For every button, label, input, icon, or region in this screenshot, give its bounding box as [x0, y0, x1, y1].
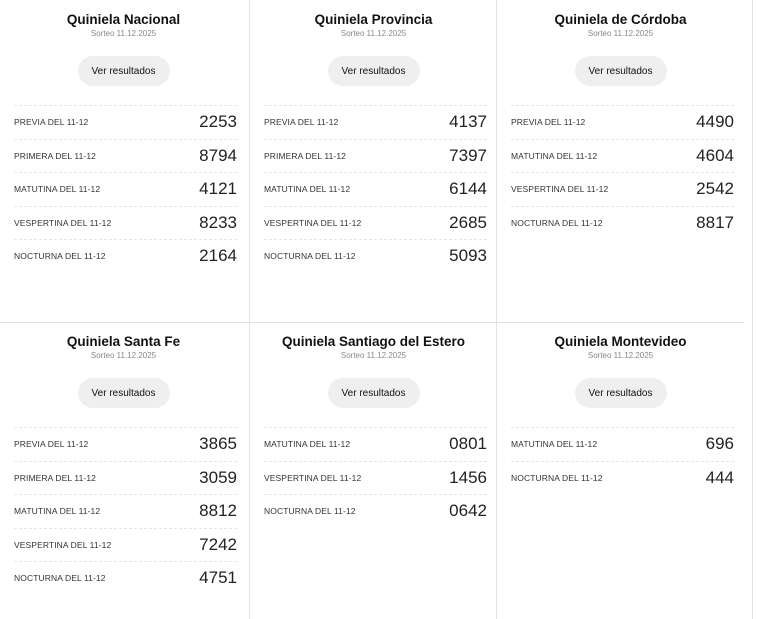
ver-resultados-button[interactable]: Ver resultados	[575, 56, 667, 86]
result-row	[511, 427, 734, 461]
draw-label: MATUTINA DEL 11-12	[14, 506, 101, 517]
ver-resultados-button[interactable]: Ver resultados	[328, 378, 420, 408]
card-title: Quiniela Santa Fe	[66, 334, 181, 349]
result-row	[14, 561, 237, 595]
sorteo-date: Sorteo 11.12.2025	[340, 351, 407, 360]
result-row	[14, 172, 237, 206]
draw-label: PREVIA DEL 11-12	[264, 117, 339, 128]
draw-number: 6144	[449, 179, 487, 199]
results-list	[264, 105, 487, 273]
draw-number: 8817	[696, 212, 734, 232]
draw-label: PREVIA DEL 11-12	[14, 117, 89, 128]
draw-label: MATUTINA DEL 11-12	[264, 439, 351, 450]
result-row	[511, 172, 734, 206]
draw-label: NOCTURNA DEL 11-12	[14, 573, 106, 584]
results-list	[511, 105, 734, 239]
card-quiniela-santa-fe	[0, 322, 247, 619]
draw-label: PRIMERA DEL 11-12	[264, 150, 347, 161]
sorteo-date: Sorteo 11.12.2025	[90, 351, 157, 360]
result-row	[264, 105, 487, 139]
result-row	[264, 427, 487, 461]
sorteo-date: Sorteo 11.12.2025	[90, 29, 157, 38]
draw-number: 7242	[199, 534, 237, 554]
card-title: Quiniela Nacional	[66, 12, 181, 27]
draw-number: 4490	[696, 112, 734, 132]
sorteo-date: Sorteo 11.12.2025	[587, 29, 654, 38]
results-list	[14, 427, 237, 595]
draw-number: 696	[705, 434, 734, 454]
result-row	[14, 528, 237, 562]
result-row	[264, 239, 487, 273]
draw-label: NOCTURNA DEL 11-12	[264, 251, 356, 262]
draw-label: MATUTINA DEL 11-12	[511, 439, 598, 450]
draw-label: VESPERTINA DEL 11-12	[264, 472, 362, 483]
result-row	[511, 139, 734, 173]
sorteo-date: Sorteo 11.12.2025	[340, 29, 407, 38]
result-row	[14, 427, 237, 461]
results-list	[511, 427, 734, 494]
card-quiniela-montevideo	[497, 322, 744, 619]
ver-resultados-button[interactable]: Ver resultados	[328, 56, 420, 86]
draw-label: PRIMERA DEL 11-12	[14, 472, 97, 483]
draw-number: 1456	[449, 467, 487, 487]
draw-number: 3865	[199, 434, 237, 454]
result-row	[264, 494, 487, 528]
draw-number: 444	[705, 467, 734, 487]
result-row	[14, 239, 237, 273]
draw-label: VESPERTINA DEL 11-12	[511, 184, 609, 195]
draw-number: 0801	[449, 434, 487, 454]
card-quiniela-nacional	[0, 0, 247, 322]
card-title: Quiniela Santiago del Estero	[281, 334, 466, 349]
result-row	[14, 105, 237, 139]
draw-number: 2253	[199, 112, 237, 132]
draw-number: 4751	[199, 568, 237, 588]
card-title: Quiniela Provincia	[314, 12, 433, 27]
results-list	[264, 427, 487, 528]
result-row	[14, 139, 237, 173]
draw-label: VESPERTINA DEL 11-12	[14, 217, 112, 228]
draw-number: 8233	[199, 212, 237, 232]
draw-label: VESPERTINA DEL 11-12	[264, 217, 362, 228]
draw-number: 2685	[449, 212, 487, 232]
card-title: Quiniela de Córdoba	[554, 12, 687, 27]
draw-label: MATUTINA DEL 11-12	[14, 184, 101, 195]
result-row	[14, 206, 237, 240]
draw-label: NOCTURNA DEL 11-12	[511, 217, 603, 228]
draw-number: 4604	[696, 145, 734, 165]
draw-label: VESPERTINA DEL 11-12	[14, 539, 112, 550]
draw-number: 2542	[696, 179, 734, 199]
result-row	[511, 461, 734, 495]
draw-label: NOCTURNA DEL 11-12	[14, 251, 106, 262]
draw-label: MATUTINA DEL 11-12	[264, 184, 351, 195]
draw-label: PREVIA DEL 11-12	[511, 117, 586, 128]
card-quiniela-cordoba	[497, 0, 744, 322]
draw-number: 8812	[199, 501, 237, 521]
result-row	[14, 461, 237, 495]
result-row	[264, 206, 487, 240]
draw-label: PREVIA DEL 11-12	[14, 439, 89, 450]
draw-number: 4121	[199, 179, 237, 199]
result-row	[264, 461, 487, 495]
result-row	[14, 494, 237, 528]
ver-resultados-button[interactable]: Ver resultados	[575, 378, 667, 408]
ver-resultados-button[interactable]: Ver resultados	[78, 56, 170, 86]
card-quiniela-santiago-del-estero	[250, 322, 497, 619]
card-quiniela-provincia	[250, 0, 497, 322]
results-list	[14, 105, 237, 273]
draw-number: 8794	[199, 145, 237, 165]
card-title: Quiniela Montevideo	[554, 334, 687, 349]
draw-label: NOCTURNA DEL 11-12	[264, 506, 356, 517]
draw-label: PRIMERA DEL 11-12	[14, 150, 97, 161]
ver-resultados-button[interactable]: Ver resultados	[78, 378, 170, 408]
draw-label: MATUTINA DEL 11-12	[511, 150, 598, 161]
result-row	[511, 105, 734, 139]
draw-number: 3059	[199, 467, 237, 487]
draw-number: 2164	[199, 246, 237, 266]
result-row	[264, 172, 487, 206]
sorteo-date: Sorteo 11.12.2025	[587, 351, 654, 360]
draw-number: 7397	[449, 145, 487, 165]
draw-number: 0642	[449, 501, 487, 521]
draw-number: 5093	[449, 246, 487, 266]
result-row	[511, 206, 734, 240]
right-border	[752, 0, 753, 619]
draw-label: NOCTURNA DEL 11-12	[511, 472, 603, 483]
result-row	[264, 139, 487, 173]
draw-number: 4137	[449, 112, 487, 132]
